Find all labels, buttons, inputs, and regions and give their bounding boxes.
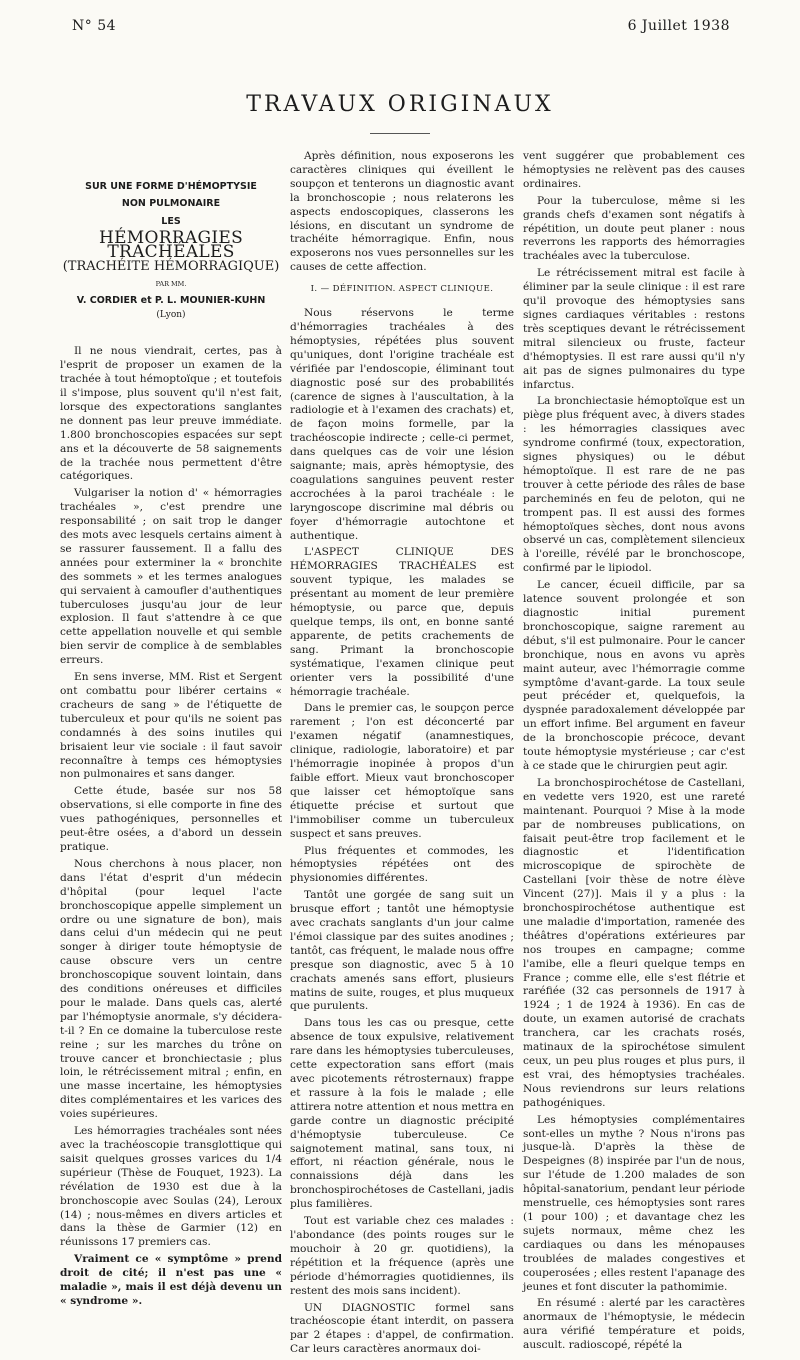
section-heading: I. — DÉFINITION. ASPECT CLINIQUE. xyxy=(310,284,494,295)
paragraph: Nous cherchons à nous placer, non dans l'état d'esprit d'un médecin d'hôpital (pour lequel l'acte bronchoscopique appelle simplement un ordre ou une signature de bon), mais dans celui d'un médecin qui ne peut songer à diriger toute hémoptysie de cause obscure vers un centre bronchoscopique souvent lointain, dans des conditions onéreuses et difficiles pour le malade. Dans quels cas, alerté par l'hémoptysie anormale, s'y décidera-t-il ? En ce domaine la tuberculose reste reine ; sur les marches du trône on trouve cancer et bronchiectasie ; plus loin, le rétrécissement mitral ; enfin, en une masse incertaine, les hémoptysies dites complémentaires et les varices des voies supérieures. xyxy=(60,857,282,1121)
paragraph: Nous réservons le terme d'hémorragies trachéales à des hémoptysies, répétées plus souvent qu'uniques, dont l'origine trachéale est vérifiée par l'endoscopie, éliminant tout diagnostic posé sur des probabilités (carence de signes à l'auscultation, à la radiologie et à l'examen des crachats) et, de façon moins formelle, par la trachéoscopie indirecte ; celle-ci permet, dans quelques cas de voir une lésion saignante; mais, après hémoptysie, des coagulations sanguines peuvent rester accrochées à la paroi trachéale : le laryngoscope discrimine mal débris ou foyer d'hémorragie autochtone et authentique. xyxy=(290,307,514,542)
paragraph: Les hémoptysies complémentaires sont-elles un mythe ? Nous n'irons pas jusque-là. D'après la thèse de Despeignes (8) inspirée par l'un de nous, sur l'étude de 1.200 malades de son hôpital-sanatorium, pendant leur période menstruelle, ces hémoptysies sont rares (1 pour 100) ; et davantage chez les sujets normaux, même chez les cardiaques ou dans les ménopauses troublées de malades congestives et couperosées ; elles restent l'apanage des jeunes et font discuter la pathomimie. xyxy=(523,1113,745,1293)
paragraph: La bronchiectasie hémoptoïque est un piège plus fréquent avec, à divers stades : les hémorragies classiques avec syndrome confirmé (toux, expectoration, signes physiques) ou le début hémoptoïque. Il est rare de ne pas trouver à cette période des râles de base parcheminés en feu de peloton, qui ne trompent pas. Il est aussi des formes hémoptoïques sèches, dont nous avons observé un cas, complètement silencieux à l'oreille, révélé par le bronchoscope, confirmé par le lipiodol. xyxy=(523,395,745,575)
paragraph: La bronchospirochétose de Castellani, en vedette vers 1920, est une rareté maintenant. Pourquoi ? Mise à la mode par de nombreuses publications, on faisait peut-être trop facilement et le diagnostic et l'identification microscopique de spirochète de Castellani [voir thèse de notre élève Vincent (27)]. Mais il y a plus : la bronchospirochétose authentique est une maladie d'importation, ramenée des théâtres d'opérations extérieures par nos troupes en campagne; comme l'amibe, elle a fleuri quelque temps en France ; comme elle, elle s'est flétrie et raréfiée (32 cas personnels de 1917 à 1924 ; 1 de 1924 à 1936). En cas de doute, un examen autorisé de crachats tranchera, car les crachats rosés, matinaux de la spirochétose simulent ceux, un peu plus rouges et plus purs, il est vrai, des hémoptysies trachéales. Nous reviendrons sur leurs relations pathogéniques. xyxy=(523,776,745,1109)
column-1 xyxy=(60,150,282,1312)
paragraph: Il ne nous viendrait, certes, pas à l'esprit de proposer un examen de la trachée à tout hémoptoïque ; et toutefois il s'impose, plus souvent qu'il n'est fait, lorsque des expectorations sanglantes ne donnent pas leur preuve immédiate. 1.800 bronchoscopies espacées sur sept ans et la découverte de 58 saignements de la trachée nous permettent d'être catégoriques. xyxy=(60,345,282,483)
paragraph: Dans tous les cas ou presque, cette absence de toux expulsive, relativement rare dans les hémoptysies tuberculeuses, cette expectoration sans effort (mais avec picotements rétrosternaux) frappe et rassure à la fois le malade ; elle attirera notre attention et nous mettra en garde contre un diagnostic précipité d'hémoptysie tuberculeuse. Ce saignotement matinal, sans toux, ni effort, ni réaction générale, nous le connaissions déjà dans les bronchospirochétoses de Castellani, jadis plus familières. xyxy=(290,1017,514,1211)
paragraph: Le cancer, écueil difficile, par sa latence souvent prolongée et son diagnostic initial purement bronchoscopique, saigne rarement au début, s'il est pulmonaire. Pour le cancer bronchique, nous en avons vu après maint auteur, avec l'hémorragie comme symptôme d'avant-garde. La toux seule peut précéder et, quelquefois, la dyspnée paradoxalement développée par un effort infime. Bel argument en faveur de la bronchoscopie précoce, devant toute hémoptysie mystérieuse ; car c'est à ce stade que le chirurgien peut agir. xyxy=(523,579,745,772)
section-title: TRAVAUX ORIGINAUX xyxy=(246,92,554,117)
paragraph: Tantôt une gorgée de sang suit un brusque effort ; tantôt une hémoptysie avec crachats sanglants d'un jour calme l'émoi classique par des suites anodines ; tantôt, cas fréquent, le malade nous offre presque son diagnostic, avec 5 à 10 crachats amenés sans effort, plusieurs matins de suite, rouges, et plus muqueux que purulents. xyxy=(290,889,514,1013)
paragraph: Plus fréquentes et commodes, les hémoptysies répétées ont des physionomies différentes. xyxy=(290,844,514,885)
article-title-line3: LES xyxy=(161,215,181,227)
paragraph: Après définition, nous exposerons les caractères cliniques qui éveillent le soupçon et tenterons un diagnostic avant la bronchoscopie ; nous relaterons les aspects endoscopiques, classerons les lésions, en discutant un syndrome de trachéite hémorragique. Enfin, nous exposerons nos vues personnelles sur les causes de cette affection. xyxy=(290,150,514,274)
paragraph: En résumé : alerté par les caractères anormaux de l'hémoptysie, le médecin aura vérifié température et poids, auscult. radioscopé, répété la xyxy=(523,1297,745,1352)
paragraph: L'ASPECT CLINIQUE DES HÉMORRAGIES TRACHÉALES est souvent typique, les malades se présentant au moment de leur première hémoptysie, ou parce que, depuis quelque temps, ils ont, en bonne santé apparente, de petits crachements de sang. Primant la bronchoscopie systématique, l'examen clinique peut orienter vers la possibilité d'une hémorragie trachéale. xyxy=(290,546,514,698)
paragraph: Tout est variable chez ces malades : l'abondance (des points rouges sur le mouchoir à 20 gr. quotidiens), la répétition et la fréquence (après une période d'hémorragies quotidiennes, ils restent des mois sans incident). xyxy=(290,1215,514,1297)
issue-number: N° 54 xyxy=(72,18,117,34)
paragraph: vent suggérer que probablement ces hémoptysies ne relèvent pas des causes ordinaires. xyxy=(523,150,745,190)
issue-date: 6 Juillet 1938 xyxy=(627,18,730,34)
article-main-title: HÉMORRAGIES TRACHÉALES xyxy=(98,227,244,262)
column-3 xyxy=(523,150,745,1356)
paragraph: En sens inverse, MM. Rist et Sergent ont combattu pour libérer certains « cracheurs de sang » de l'étiquette de tuberculeux et pour qu'ils ne soient pas condamnés à des soins inutiles qui brisaient leur vie sociale : il faut savoir reconnaître à temps ces hémoptysies non pulmonaires et sans danger. xyxy=(60,671,282,781)
paragraph: UN DIAGNOSTIC formel sans trachéoscopie étant interdit, on passera par 2 étapes : d'appel, de confirmation. Car leurs caractères anormaux doi- xyxy=(290,1301,514,1356)
paragraph: Vulgariser la notion d' « hémorragies trachéales », c'est prendre une responsabilité ; on sait trop le danger des mots avec lesquels certains aiment à se rassurer faussement. Il a fallu des années pour exterminer la « bronchite des sommets » et les termes analogues qui servaient à camoufler d'authentiques tuberculoses jusqu'au jour de leur explosion. Il faut s'attendre à ce que cette appellation nouvelle et qui semble bien servir de complice à de semblables erreurs. xyxy=(60,487,282,667)
paragraph: Pour la tuberculose, même si les grands chefs d'examen sont négatifs à répétition, un doute peut planer : nous reverrons les rapports des hémorragies trachéales avec la tuberculose. xyxy=(523,194,745,263)
author-location: (Lyon) xyxy=(156,310,186,321)
paragraph: Cette étude, basée sur nos 58 observations, si elle comporte in fine des vues pathogéniques, personnelles et peut-être osées, a d'abord un dessein pratique. xyxy=(60,785,282,853)
article-subtitle: (TRACHÉITE HÉMORRAGIQUE) xyxy=(62,258,280,274)
article-title-line1: SUR UNE FORME D'HÉMOPTYSIE xyxy=(85,181,257,192)
column-2 xyxy=(290,150,514,1360)
paragraph: Le rétrécissement mitral est facile à éliminer par la seule clinique : il est rare qu'il provoque des hémoptysies sans signes cardiaques véritables : restons très sceptiques devant le rétrécissement mitral silencieux ou fruste, facteur d'hémoptysies. Il est rare aussi qu'il n'y ait pas de signes pulmonaires du type infarctus. xyxy=(523,267,745,391)
byline-par: PAR MM. xyxy=(155,279,187,288)
title-rule xyxy=(370,133,430,134)
authors: V. CORDIER et P. L. MOUNIER-KUHN xyxy=(76,295,266,307)
paragraph: Vraiment ce « symptôme » prend droit de cité; il n'est pas une « maladie », mais il est déjà devenu un « syndrome ». xyxy=(60,1253,282,1307)
article-title-line2: NON PULMONAIRE xyxy=(121,198,221,209)
paragraph: Les hémorragies trachéales sont nées avec la trachéoscopie transglottique qui saisit quelques grosses varices du 1/4 supérieur (Thèse de Fouquet, 1923). La révélation de 1930 est due à la bronchoscopie avec Soulas (24), Leroux (14) ; nous-mêmes en divers articles et dans la thèse de Garmier (12) en réunissons 17 premiers cas. xyxy=(60,1125,282,1249)
paragraph: Dans le premier cas, le soupçon perce rarement ; l'on est déconcerté par l'examen négatif (anamnestiques, clinique, radiologie, laboratoire) et par l'hémorragie inopinée à propos d'un faible effort. Mieux vaut bronchoscoper que laisser cet hémoptoïque sans étiquette précise et surtout que l'immobiliser comme un tuberculeux suspect et sans preuves. xyxy=(290,702,514,840)
